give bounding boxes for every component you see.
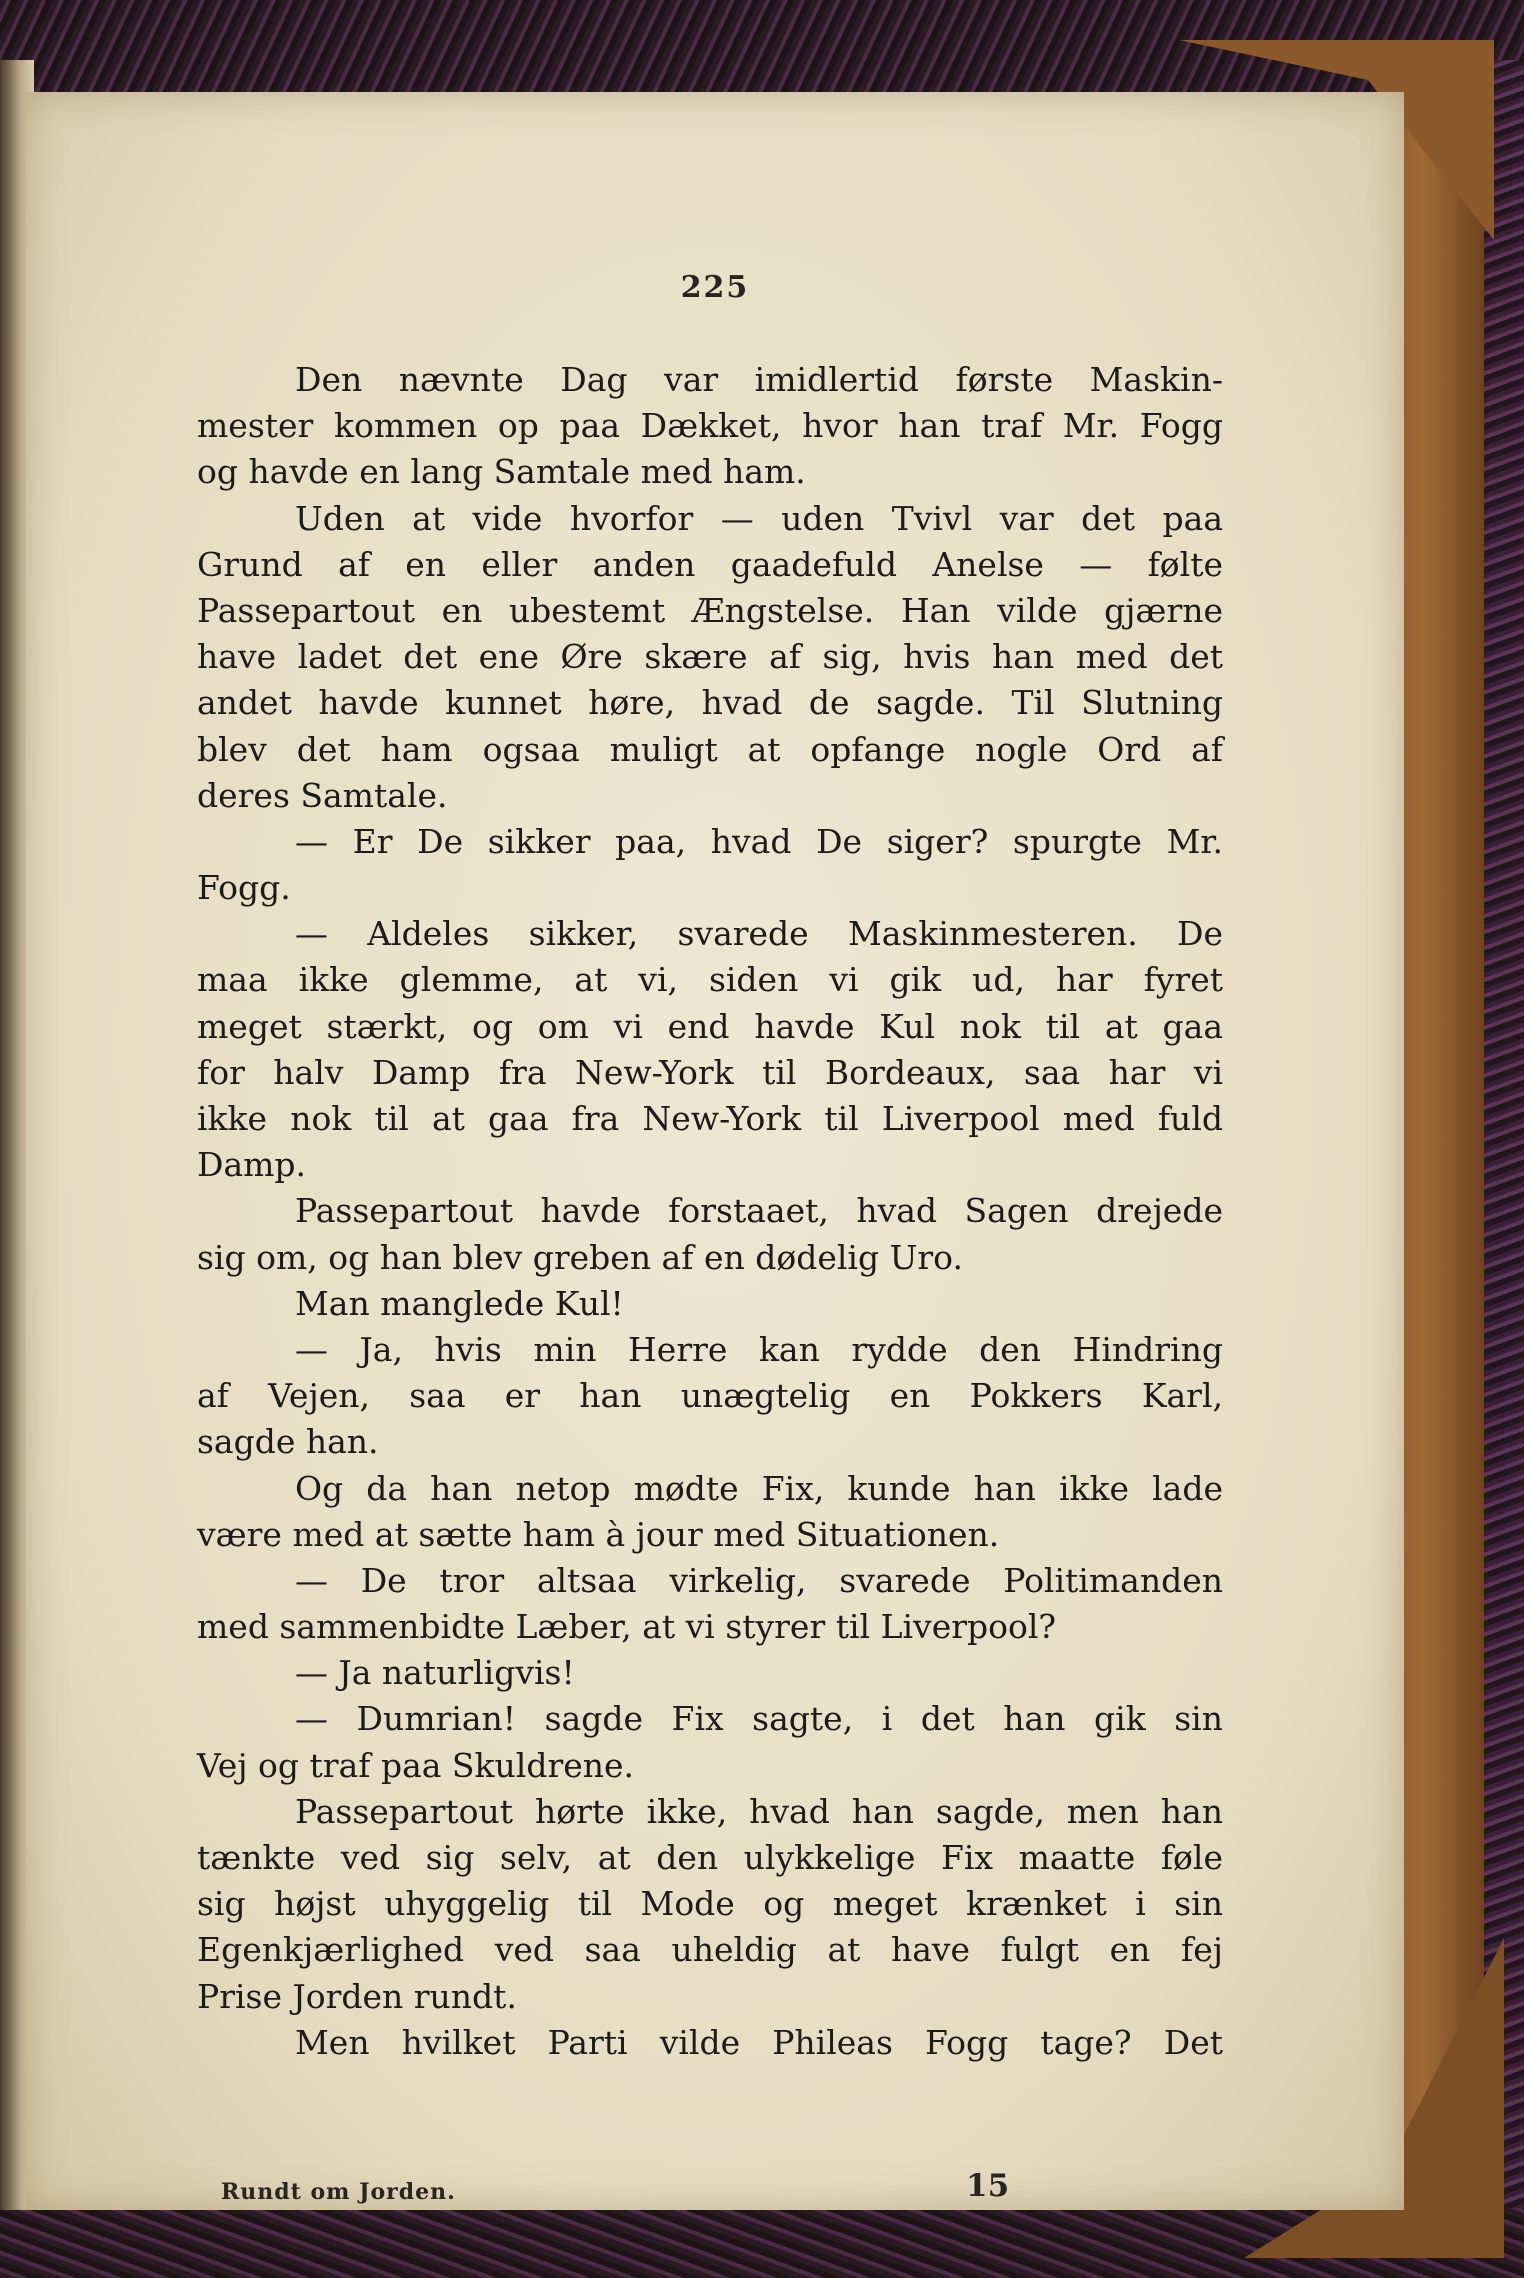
text-line: Egenkjærlighed ved saa uheldig at have fulgt en fej [197, 1930, 1223, 1970]
text-line: for halv Damp fra New-York til Bordeaux, saa har vi [197, 1052, 1223, 1092]
text-line: maa ikke glemme, at vi, siden vi gik ud, har fyret [197, 960, 1223, 1000]
text-line: med sammenbidte Læber, at vi styrer til Liverpool? [197, 1607, 1057, 1647]
text-line: sig højst uhyggelig til Mode og meget krænket i sin [197, 1884, 1223, 1924]
text-line: Grund af en eller anden gaadefuld Anelse — følte [197, 544, 1223, 584]
text-line: sig om, og han blev greben af en dødelig Uro. [197, 1237, 963, 1277]
page-number: 225 [680, 270, 750, 305]
text-line: og havde en lang Samtale med ham. [197, 452, 806, 492]
text-line: — Ja naturligvis! [295, 1653, 575, 1693]
text-line: Prise Jorden rundt. [197, 1976, 517, 2016]
text-line: Damp. [197, 1145, 307, 1185]
book-page [26, 92, 1404, 2210]
text-line: Og da han netop mødte Fix, kunde han ikke lade [295, 1468, 1223, 1508]
text-line: Vej og traf paa Skuldrene. [197, 1745, 635, 1785]
text-line: Den nævnte Dag var imidlertid første Maskin- [295, 360, 1223, 399]
text-line: blev det ham ogsaa muligt at opfange nogle Ord af [197, 729, 1223, 769]
text-line: Passepartout en ubestemt Ængstelse. Han vilde gjærne [197, 590, 1223, 630]
text-line: mester kommen op paa Dækket, hvor han traf Mr. Fogg [197, 406, 1223, 446]
text-line: meget stærkt, og om vi end havde Kul nok til at gaa [197, 1006, 1223, 1046]
text-line: Passepartout havde forstaaet, hvad Sagen drejede [295, 1191, 1223, 1231]
text-line: — Er De sikker paa, hvad De siger? spurgte Mr. [295, 821, 1223, 861]
text-line: være med at sætte ham à jour med Situationen. [197, 1514, 1000, 1554]
body-text [197, 357, 1223, 2066]
text-line: andet havde kunnet høre, hvad de sagde. Til Slutning [197, 683, 1223, 723]
footer-title: Rundt om Jorden. [221, 2179, 456, 2205]
text-line: Fogg. [197, 868, 291, 908]
text-line: — Ja, hvis min Herre kan rydde den Hindring [295, 1329, 1223, 1369]
text-line: Man manglede Kul! [295, 1283, 624, 1323]
text-line: tænkte ved sig selv, at den ulykkelige Fix maatte føle [197, 1838, 1223, 1877]
text-line: sagde han. [197, 1422, 379, 1462]
text-line: Uden at vide hvorfor — uden Tvivl var det paa [295, 498, 1223, 538]
signature-mark: 15 [966, 2168, 1010, 2204]
text-line: Passepartout hørte ikke, hvad han sagde, men han [295, 1791, 1223, 1831]
text-line: have ladet det ene Øre skære af sig, hvis han med det [197, 637, 1223, 677]
text-line: — Dumrian! sagde Fix sagte, i det han gik sin [295, 1699, 1223, 1739]
text-line: — Aldeles sikker, svarede Maskinmesteren. De [295, 914, 1223, 954]
text-line: af Vejen, saa er han unægtelig en Pokkers Karl, [197, 1376, 1223, 1416]
text-line: Men hvilket Parti vilde Phileas Fogg tage? Det [295, 2022, 1223, 2062]
text-line: — De tror altsaa virkelig, svarede Politimanden [295, 1560, 1223, 1600]
text-line: ikke nok til at gaa fra New-York til Liverpool med fuld [197, 1099, 1223, 1138]
text-line: deres Samtale. [197, 775, 448, 815]
